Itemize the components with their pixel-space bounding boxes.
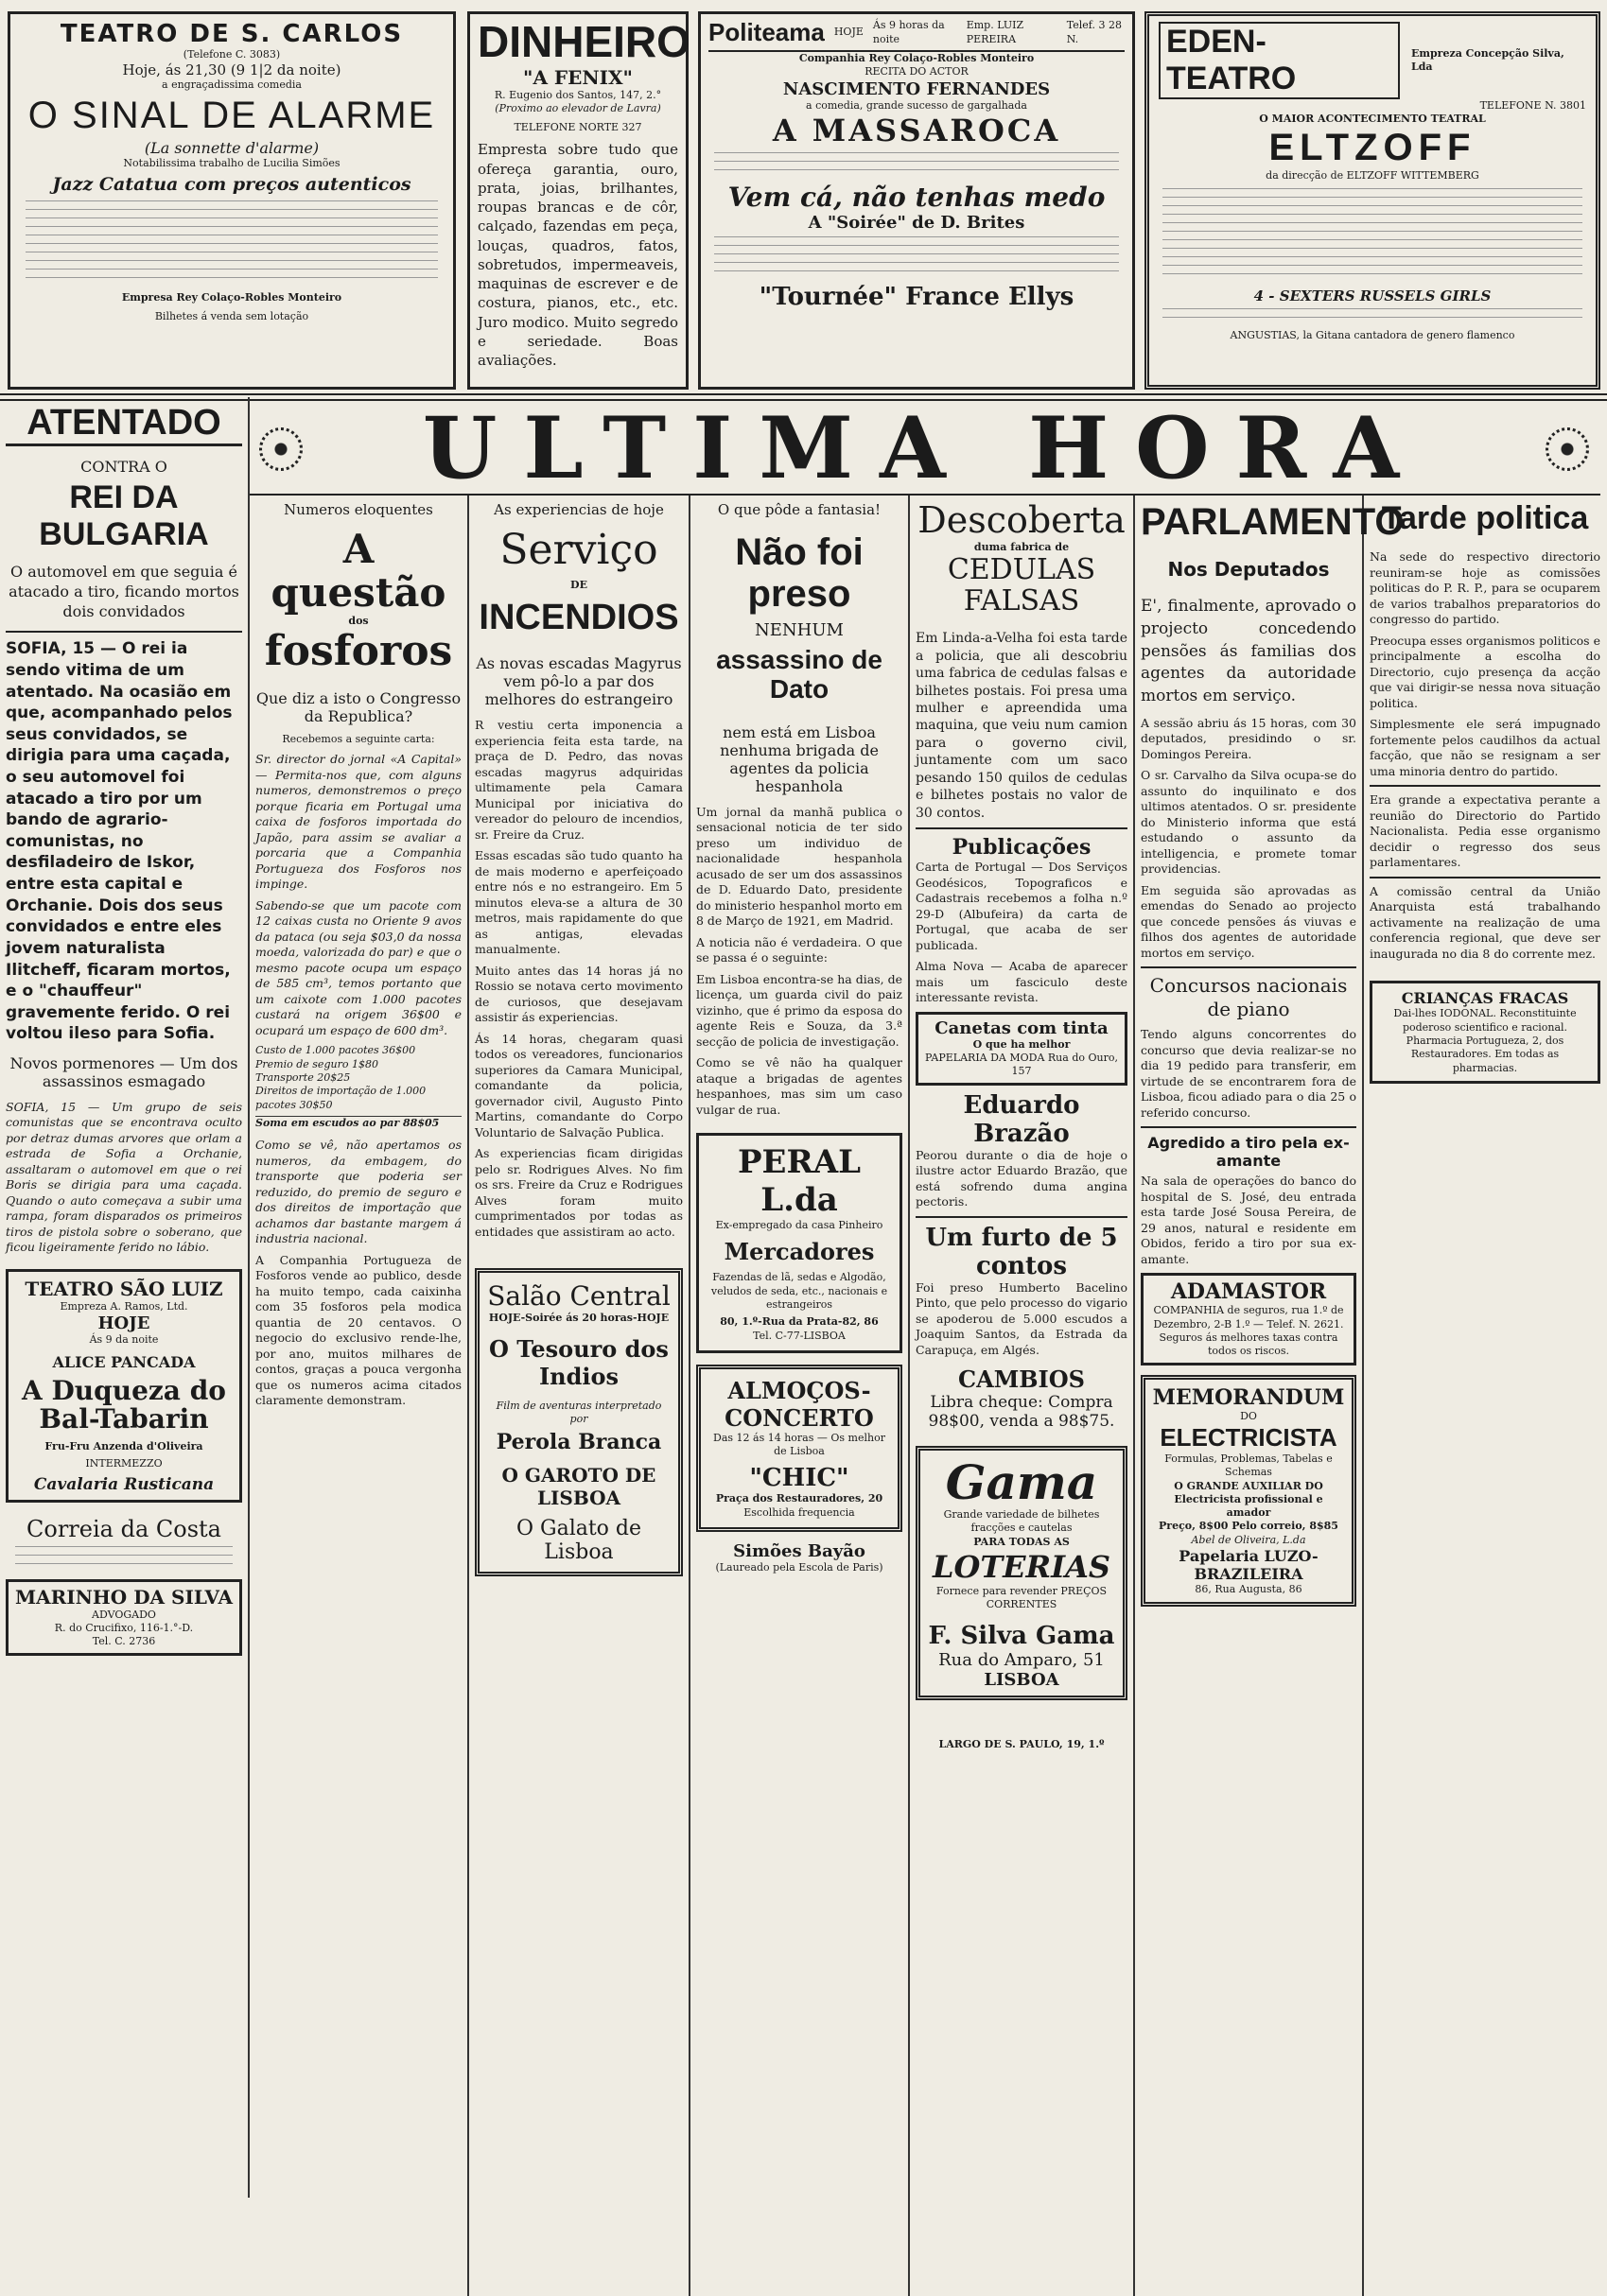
headline-2: INCENDIOS xyxy=(479,597,679,637)
ad-time: Das 12 ás 14 horas — Os melhor de Lisboa xyxy=(713,1431,885,1458)
ad-chic: "CHIC" xyxy=(749,1464,849,1493)
ornament-left-icon xyxy=(259,427,303,471)
column-rule xyxy=(248,397,250,2198)
ad-last: Cavalaria Rusticana xyxy=(33,1474,215,1494)
body-paragraph: Muito antes das 14 horas já no Rossio se notava certo movimento de curiosos, que desejavam assistir ás experiencias. xyxy=(475,963,683,1025)
ad-hit: Jazz Catatua com preços autenticos xyxy=(52,173,411,195)
ad-time: Ás 9 horas da noite xyxy=(872,19,945,45)
ad-address: PAPELARIA DA MODA Rua do Ouro, 157 xyxy=(925,1052,1118,1078)
column-tarde-politica xyxy=(1370,501,1600,2194)
ad-star: Perola Branca xyxy=(496,1430,662,1455)
ad-movie: O Tesouro dos Indios xyxy=(489,1334,669,1390)
ad-time: HOJE-Soirée ás 20 horas-HOJE xyxy=(488,1312,670,1325)
deck: O automovel em que seguia é atacado a tiro, ficando mortos dois convidados xyxy=(9,563,239,620)
headline-furto: Um furto de 5 contos xyxy=(925,1223,1118,1280)
body-paragraph: R vestiu certa imponencia a experiencia feita esta tarde, na praça de D. Pedro, das novas escadas magyrus adquiridas ultimamente pela Camara Municipal por iniciativa do vereador do pelouro de incendios, sr. Freire da Cruz. xyxy=(475,718,683,842)
kicker: O que pôde a fantasia! xyxy=(717,501,882,518)
ad-city: LISBOA xyxy=(984,1669,1059,1690)
ad-troupe: Companhia Rey Colaço-Robles Monteiro xyxy=(798,52,1035,64)
ad-name: F. Silva Gama xyxy=(928,1621,1115,1650)
body-paragraph: As experiencias ficam dirigidas pelo sr. Rodrigues Alves. No fim os srs. Freire da Cruz e Rodrigues Alves foram muito cumprimentados por todas as entidades que assistiram ao acto. xyxy=(475,1146,683,1239)
lawyer-role: ADVOGADO xyxy=(92,1608,156,1621)
lawyer-address: R. do Crucifixo, 116-1.°-D. xyxy=(54,1622,194,1635)
ad-sub: Formulas, Problemas, Tabelas e Schemas xyxy=(1164,1452,1333,1479)
body-paragraph: Preocupa esses organismos politicos e principalmente a escolha do Directorio, cujo presença da acção que vai dirigir-se nessa nova situação politica. xyxy=(1370,633,1600,710)
ad-phone: TELEFONE NORTE 327 xyxy=(514,121,642,134)
ad-address: Praça dos Restauradores, 20 xyxy=(715,1492,883,1505)
ad-company: Emp. LUIZ PEREIRA xyxy=(966,19,1024,45)
ad-company: Empreza Concepção Silva, Lda xyxy=(1410,46,1564,73)
ad-phone: Telef. 3 28 N. xyxy=(1066,19,1122,45)
ad-tour: "Tournée" France Ellys xyxy=(759,282,1074,311)
ad-head: Mercadores xyxy=(724,1238,875,1266)
headline-2: assassino de Dato xyxy=(716,645,882,704)
headline: A questão xyxy=(271,526,446,617)
ad-title: TEATRO SÃO LUIZ xyxy=(25,1277,223,1300)
body-paragraph: Na sede do respectivo directorio reuniram-se hoje as comissões politicas do P. R. P., para se ocuparem de varios trabalhos preparatorios do congresso do partido. xyxy=(1370,549,1600,627)
contra: CONTRA O xyxy=(80,458,167,476)
ad-title: CRIANÇAS FRACAS xyxy=(1401,989,1569,1008)
gama-ad xyxy=(916,1446,1127,1699)
ad-headline: O MAIOR ACONTECIMENTO TEATRAL xyxy=(1259,113,1486,126)
ad-troupe: ELTZOFF xyxy=(1268,126,1476,168)
ad-title: Salão Central xyxy=(487,1280,671,1313)
teatro-sao-luiz-ad xyxy=(6,1269,242,1503)
simoes-bayao: Simões Bayão xyxy=(733,1541,865,1562)
ad-footer: Bilhetes á venda sem lotação xyxy=(154,310,309,323)
ad-near: (Proximo ao elevador de Lavra) xyxy=(495,101,661,114)
salao-central-ad xyxy=(475,1268,683,1576)
subhead: Novos pormenores — Um dos assassinos esmagado xyxy=(9,1053,238,1090)
simoes-sub: (Laureado pela Escola de Paris) xyxy=(715,1561,883,1574)
masthead-title: ULTIMA HORA xyxy=(422,398,1426,498)
body-paragraph: Era grande a expectativa perante a reunião do Directorio do Partido Nacionalista. Pedia esse organismo decidir o regresso dos seus parlamentares. xyxy=(1370,792,1600,870)
body-paragraph: A sessão abriu ás 15 horas, com 30 deputados, presidindo o sr. Domingos Pereira. xyxy=(1141,715,1356,761)
column-cedulas xyxy=(916,501,1127,2194)
memorandum-ad xyxy=(1141,1375,1356,1608)
headline: Descoberta xyxy=(917,499,1126,541)
ad-title: DINHEIRO xyxy=(478,17,690,66)
ornament-right-icon xyxy=(1546,427,1589,471)
body-paragraph: Como se vê não ha qualquer ataque a brigadas de agentes hespanhoes, mas sim um caso vulgar de rua. xyxy=(696,1055,902,1117)
lawyer-name: MARINHO DA SILVA xyxy=(15,1585,233,1609)
de: DE xyxy=(570,579,587,592)
lawyer-phone: Tel. C. 2736 xyxy=(92,1635,156,1648)
ad-price: Preço, 8$00 Pelo correio, 8$85 xyxy=(1159,1520,1338,1533)
ad-para: PARA TODAS AS xyxy=(973,1535,1070,1548)
eden-teatro-ad xyxy=(1144,11,1600,390)
ad-girls: 4 - SEXTERS RUSSELS GIRLS xyxy=(1253,287,1492,304)
ad-actor: NASCIMENTO FERNANDES xyxy=(782,78,1051,99)
letter-intro: Recebemos a seguinte carta: xyxy=(282,733,435,746)
column-rule xyxy=(689,496,690,2296)
adamastor-ad xyxy=(1141,1273,1356,1365)
ad-title: PERAL L.da xyxy=(737,1143,862,1220)
ad-soiree: A "Soirée" de D. Brites xyxy=(808,212,1025,233)
ad-body: Dai-lhes IODONAL. Reconstituinte poderoso scientifico e racional. Pharmacia Portugueza, 2, dos Restauradores. Em todas as pharmacias. xyxy=(1393,1007,1577,1074)
body-paragraph: Peorou durante o dia de hoje o ilustre actor Eduardo Brazão, que está sofrendo duma angina pectoris. xyxy=(916,1147,1127,1209)
criancas-fracas-ad xyxy=(1370,981,1600,1083)
headline-2: CEDULAS FALSAS xyxy=(947,553,1096,618)
headline: Tarde politica xyxy=(1381,500,1589,536)
body-paragraph: O sr. Carvalho da Silva ocupa-se do assunto do inquilinato e dos ultimos atentados. O sr. presidente do Ministerio informa que está estudando o assunto da intelligencia, e promete tomar providencias. xyxy=(1141,768,1356,877)
ad-body: Empresta sobre tudo que ofereça garantia, ouro, prata, joias, brilhantes, roupas brancas e de côr, calçado, fazendas em peça, louças, quadros, fatos, sobretudos, impermeaveis, maquinas de escrever e de costura, pianos, etc., etc. Juro modico. Muito segredo e seriedade. Boas avaliações. xyxy=(478,141,678,370)
body-paragraph: Como se vê, não apertamos os numeros, da embagem, do transporte que poderia ser reduzido, do premio de seguro e dos direitos de importação que achamos dar bastante margem á industria nacional. xyxy=(255,1138,462,1246)
calc-line: Transporte 20$25 xyxy=(255,1070,351,1084)
ad-desc: Grande variedade de bilhetes fracções e cautelas xyxy=(943,1508,1100,1535)
ad-play-title: O SINAL DE ALARME xyxy=(27,94,436,136)
peral-ad xyxy=(696,1133,902,1353)
column-fosforos xyxy=(255,501,462,2194)
advogado-ad xyxy=(6,1579,242,1656)
lead-paragraph: SOFIA, 15 — O rei ia sendo vitima de um atentado. Na ocasião em que, acompanhado pelos seus convidados, se dirigia para uma caçada, o seu automovel foi atacado a tiro por um bando de agrario-comunistas, no desfiladeiro de Iskor, entre esta capital e Orchanie. Dois dos seus convidados e entre eles jovem naturalista Ilitcheff, ficaram mortos, e o "chauffeur" gravemente ferido. O rei voltou ileso para Sofia. xyxy=(6,639,233,1044)
deck: As novas escadas Magyrus vem pô-lo a par dos melhores do estrangeiro xyxy=(476,654,682,709)
headline: Não foi preso xyxy=(735,531,864,615)
ad-title: MEMORANDUM xyxy=(1152,1384,1345,1410)
ad-title: Gama xyxy=(945,1454,1098,1511)
body-paragraph: SOFIA, 15 — Um grupo de seis comunistas que se encontrava oculto por detraz dumas arvores que orlam a estrada de Sofia a Orchanie, assaltaram o automovel em que o rei Boris se dirigia para uma caçada. Quando o auto começava a subir uma rampa, foram disparados os primeiros tiros de pistola sobre o soberano, que ficou ligeiramente ferido no lábio. xyxy=(6,1099,242,1255)
ad-shop: Papelaria LUZO-BRAZILEIRA xyxy=(1179,1547,1319,1584)
ad-actress: ALICE PANCADA xyxy=(52,1352,196,1371)
ad-phone: Tel. C-77-LISBOA xyxy=(753,1329,846,1342)
body-paragraph: Em Lisboa encontra-se ha dias, de licença, um guarda civil do paiz vizinho, que é primo da esposa do agente Reis e Souza, da 3.ª secção de policia de investigação. xyxy=(696,971,902,1049)
calc-line: Custo de 1.000 pacotes 36$00 xyxy=(255,1044,416,1057)
deck: nem está em Lisboa nenhuma brigada de agentes da policia hespanhola xyxy=(720,722,879,795)
ad-phone: (Telefone C. 3083) xyxy=(183,48,281,61)
cambios-body: Libra cheque: Compra 98$00, venda a 98$75. xyxy=(928,1393,1115,1432)
ad-address: Rua do Amparo, 51 xyxy=(938,1649,1105,1670)
ad-title: ALMOÇOS-CONCERTO xyxy=(725,1376,874,1432)
sub: duma fabrica de xyxy=(973,540,1070,553)
headline: REI DA BULGARIA xyxy=(39,479,209,552)
body-paragraph: Tendo alguns concorrentes do concurso que devia realizar-se no dia 19 pedido para transferir, em virtude de se encontrarem fora de Lisboa, ficou adiado para o dia 25 o referido concurso. xyxy=(1141,1027,1356,1120)
body-paragraph: Simplesmente ele será impugnado fortemente pelos caudilhos da actual facção, que não se resignam a ser uma minoria dentro do partido. xyxy=(1370,717,1600,778)
dos: dos xyxy=(348,615,369,628)
body-paragraph: Essas escadas são tudo quanto ha de mais moderno e aperfeiçoado entre nós e no estrangeiro. Em 5 minutos eleva-se a altura de 30 metros, mais rapidamente do que as antigas, elevadas manualmente. xyxy=(475,848,683,957)
body-paragraph: Um jornal da manhã publica o sensacional noticia de ter sido preso um individuo de nacionalidade hespanhola acusado de ser um dos assassinos de D. Eduardo Dato, presidente do ministerio hespanhol morto em 8 de Março de 1921, em Madrid. xyxy=(696,804,902,929)
ad-intermezzo: INTERMEZZO xyxy=(85,1457,163,1470)
body-paragraph: A comissão central da União Anarquista está trabalhando activamente na realização de uma conferencia regional, que deve ser inaugurada no dia 8 do corrente mez. xyxy=(1370,883,1600,961)
body-paragraph: A Companhia Portugueza de Fosforos vende ao publico, desde ha muito tempo, cada caixinha com 35 fosforos pela modica quantia de 20 centavos. O negocio do exclusivo rende-lhe, por ano, muitos milhares de contos, graças a pouca vergonha que os numeros acima citados claramente demonstram. xyxy=(255,1252,462,1408)
kicker: Numeros eloquentes xyxy=(284,501,433,518)
sub: Nos Deputados xyxy=(1167,558,1330,581)
ad-footer: ANGUSTIAS, la Gitana cantadora de genero flamenco xyxy=(1230,328,1515,341)
column-rule xyxy=(1362,496,1364,2296)
headline: Serviço xyxy=(499,526,658,574)
ad-subtitle: (La sonnette d'alarme) xyxy=(144,138,320,157)
canetas-ad xyxy=(916,1012,1127,1086)
ad-sub: Ex-empregado da casa Pinheiro xyxy=(715,1219,883,1232)
ad-body: COMPANHIA de seguros, rua 1.º de Dezembro, 2-B 1.º — Telef. N. 2621. Seguros ás melhores taxas contra todos os riscos. xyxy=(1153,1304,1344,1358)
ad-time: Ás 9 da noite xyxy=(89,1333,159,1347)
ad-title: Canetas com tinta xyxy=(935,1018,1109,1038)
calc-total: Soma em escudos ao par 88$05 xyxy=(255,1116,462,1130)
correia-da-costa: Correia da Costa xyxy=(26,1515,221,1542)
body-paragraph: Na sala de operações do banco do hospital de S. José, deu entrada esta tarde José Sousa Pereira, de 29 anos, natural e residente em Obidos, ferido a tiro por sua ex-amante. xyxy=(1141,1174,1356,1266)
ad-today: HOJE xyxy=(833,26,864,39)
body-paragraph: Em seguida são aprovadas as emendas do Senado ao projecto que concede pensões ás viuvas e filhos dos agentes de autoridade mortos em serviço. xyxy=(1141,882,1356,960)
ad-program: O GAROTO DE LISBOA xyxy=(501,1464,656,1510)
ad-name: "A FENIX" xyxy=(523,65,633,89)
column-incendios xyxy=(475,501,683,2194)
ad-sub: Escolhida frequencia xyxy=(743,1505,855,1519)
calc-line: Direitos de importação de 1.000 pacotes 30$50 xyxy=(255,1085,427,1111)
body-paragraph: Sr. director do jornal «A Capital» — Permita-nos que, com alguns numeros, demonstremos o preço porque ficaria em Portugal uma caixa de fosforos importada do Japão, para assim se avaliar a porcaria que a Companhia Portugueza dos Fosforos nos impinge. xyxy=(255,752,462,892)
ad-subject: ELECTRICISTA xyxy=(1160,1422,1337,1452)
ad-title: EDEN-TEATRO xyxy=(1159,22,1400,99)
ad-body: O GRANDE AUXILIAR DO Electricista profissional e amador xyxy=(1174,1479,1323,1520)
ad-sub: O que ha melhor xyxy=(972,1037,1071,1051)
almocos-ad xyxy=(696,1365,902,1532)
ad-company: Empreza A. Ramos, Ltd. xyxy=(60,1299,188,1313)
ad-do: DO xyxy=(1240,1409,1257,1422)
headline-concursos: Concursos nacionais de piano xyxy=(1149,974,1348,1021)
masthead xyxy=(248,398,1600,498)
ad-kind: a comedia, grande sucesso de gargalhada xyxy=(806,98,1027,112)
headline-agredido: Agredido a tiro pela ex-amante xyxy=(1147,1134,1350,1171)
ad-direction: da direcção de ELTZOFF WITTEMBERG xyxy=(1266,168,1479,182)
publicacoes: Publicações xyxy=(952,835,1092,861)
ad-phone: TELEFONE N. 3801 xyxy=(1479,99,1586,112)
nenhum: NENHUM xyxy=(755,620,844,640)
ad-desc: Film de aventuras interpretado por xyxy=(496,1399,662,1426)
ad-play: A Duqueza do Bal-Tabarin xyxy=(22,1374,226,1435)
ad-last: O Galato de Lisboa xyxy=(515,1517,642,1565)
headline-2: fosforos xyxy=(264,626,453,675)
ad-address: 86, Rua Augusta, 86 xyxy=(1195,1583,1302,1596)
ad-body: Fazendas de lã, sedas e Algodão, veludos de seda, etc., nacionais e estrangeiros xyxy=(710,1271,888,1311)
ad-loterias: LOTERIAS xyxy=(932,1549,1111,1586)
calc-line: Premio de seguro 1$80 xyxy=(255,1057,378,1070)
ad-credit: Notabilissima trabalho de Lucilia Simões xyxy=(123,156,341,169)
body-paragraph: Foi preso Humberto Bacelino Pinto, que pelo processo do vigario se apoderou de 5.000 escudos a Joaquim Santos, da Estrada da Carapuça, em Algés. xyxy=(916,1279,1127,1357)
politeama-ad xyxy=(698,11,1135,390)
ad-title: ADAMASTOR xyxy=(1170,1279,1327,1305)
kicker: ATENTADO xyxy=(6,403,242,446)
question: Que diz a isto o Congresso da Republica? xyxy=(255,689,462,726)
ad-theatre: Empresa Rey Colaço-Robles Monteiro xyxy=(121,290,342,304)
ad-recital: RECITA DO ACTOR xyxy=(865,65,969,78)
deck: E', finalmente, aprovado o projecto concedendo pensões ás familias dos agentes da autoridade mortos em serviço. xyxy=(1141,597,1356,706)
body-paragraph: A noticia não é verdadeira. O que se passa é o seguinte: xyxy=(696,934,902,965)
ad-time: Hoje, ás 21,30 (9 1|2 da noite) xyxy=(122,61,341,79)
ad-title: Politeama xyxy=(708,18,825,46)
body-paragraph: Ás 14 horas, chegaram quasi todos os vereadores, funcionarios superiores da Camara Municipal, comandante da policia, governador civil, Augusto Pinto Martins, comandante do Corpo Voluntario de Salvação Publica. xyxy=(475,1031,683,1139)
column-rule xyxy=(1133,496,1135,2296)
teatro-sao-carlos-ad xyxy=(8,11,456,390)
ad-address: R. Eugenio dos Santos, 147, 2.° xyxy=(494,88,662,101)
ad-address: 80, 1.º-Rua da Prata-82, 86 xyxy=(720,1315,879,1329)
bayao-address: LARGO DE S. PAULO, 19, 1.º xyxy=(938,1737,1105,1750)
body-paragraph: Em Linda-a-Velha foi esta tarde a policia, que ali descobriu uma fabrica de cedulas falsas e bilhetes postais. Foi presa uma mulher e apreendida uma maquina, que veiu num camion para o governo civil, juntamente com um saco pesando 150 quilos de cedulas e bilhetes postais no valor de 30 contos. xyxy=(916,631,1127,821)
column-rule xyxy=(908,496,910,2296)
body-paragraph: Carta de Portugal — Dos Serviços Geodésicos, Topograficos e Cadastrais recebemos a folha n.º 29-D (Albufeira) da carta de Portugal, que acaba de ser publicada. xyxy=(916,860,1127,952)
kicker: As experiencias de hoje xyxy=(494,501,664,518)
ad-intro: a engraçadissima comedia xyxy=(162,78,302,92)
column-atentado xyxy=(6,403,242,2195)
headline-brazao: Eduardo Brazão xyxy=(963,1090,1080,1148)
dinheiro-ad xyxy=(467,11,689,390)
column-parlamento xyxy=(1141,501,1405,2194)
ad-sub: Fornece para revender PREÇOS CORRENTES xyxy=(935,1585,1108,1611)
column-dato xyxy=(696,501,902,2194)
cambios: CAMBIOS xyxy=(957,1365,1086,1394)
column-rule xyxy=(467,496,469,2296)
ad-play: A MASSAROCA xyxy=(772,112,1061,148)
ad-title: TEATRO DE S. CARLOS xyxy=(60,20,404,48)
ad-play-2: Vem cá, não tenhas medo xyxy=(727,181,1106,213)
ad-star: Fru-Fru Anzenda d'Oliveira xyxy=(44,1440,203,1453)
body-paragraph: Alma Nova — Acaba de aparecer mais um fasciculo deste interessante revista. xyxy=(916,959,1127,1005)
body-paragraph: Sabendo-se que um pacote com 12 caixas custa no Oriente 9 avos da pataca (ou seja $03,0 da nossa moeda, valorizada do par) e que o mesmo pacote ocupa um espaço de 585 cm³, temos portanto que um caixote com 1.000 pacotes custará na origem 36$00 e ocupará um espaço de 600 dm³. xyxy=(255,897,462,1037)
ad-today: HOJE xyxy=(97,1313,150,1334)
headline: PARLAMENTO xyxy=(1141,501,1405,543)
ad-editor: Abel de Oliveira, L.da xyxy=(1191,1533,1306,1546)
